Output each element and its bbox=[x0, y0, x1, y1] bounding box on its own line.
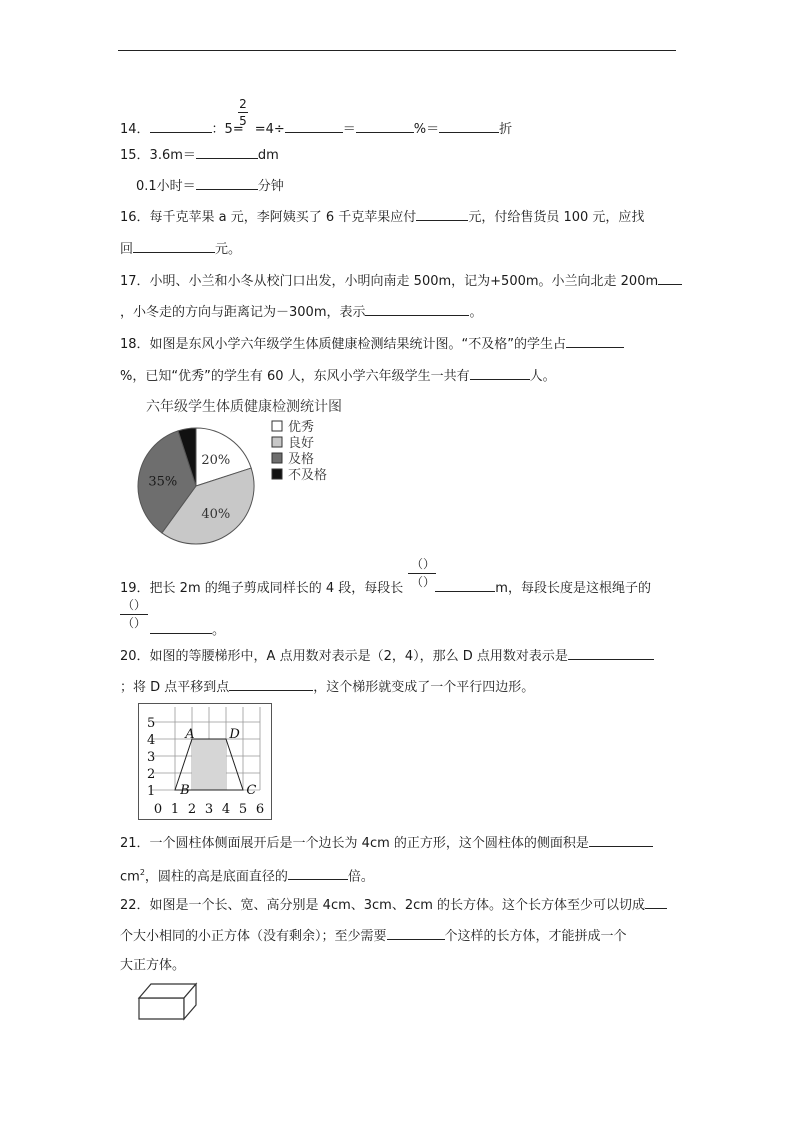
cuboid-figure bbox=[136, 980, 202, 1022]
x-tick-label: 1 bbox=[170, 802, 180, 817]
question-19-line-2: 。 bbox=[150, 620, 225, 640]
q14-blank-3[interactable] bbox=[356, 119, 414, 133]
legend-swatch-1 bbox=[272, 421, 282, 431]
header-rule bbox=[118, 50, 676, 51]
question-21-line-1: 21．一个圆柱体侧面展开后是一个边长为 4cm 的正方形，这个圆柱体的侧面积是 bbox=[120, 833, 653, 853]
legend-label-1: 优秀 bbox=[288, 420, 315, 435]
trapezoid-grid-figure bbox=[138, 703, 273, 821]
q18-blank-1[interactable] bbox=[566, 334, 624, 348]
q22-blank-2[interactable] bbox=[387, 926, 445, 940]
question-15-line-1: 15．3.6m＝ dm bbox=[120, 145, 279, 165]
q20-blank-1[interactable] bbox=[568, 646, 654, 660]
pie-slice-label-3: 35% bbox=[148, 474, 178, 490]
question-20-line-2: ；将 D 点平移到点 ，这个梯形就变成了一个平行四边形。 bbox=[120, 677, 534, 697]
q19-fraction-2-denominator: （） bbox=[121, 616, 146, 630]
q14-blank-2[interactable] bbox=[285, 119, 343, 133]
q14-fraction-bar bbox=[238, 112, 248, 113]
q14-blank-1[interactable] bbox=[150, 119, 212, 133]
y-tick-label: 4 bbox=[147, 733, 156, 748]
question-19-line-1: 19．把长 2m 的绳子剪成同样长的 4 段，每段长 m，每段长度是这根绳子的 bbox=[120, 578, 651, 598]
x-tick-label: 6 bbox=[255, 802, 265, 817]
point-label-c: C bbox=[246, 783, 257, 798]
question-18-line-2: %，已知“优秀”的学生有 60 人，东风小学六年级学生一共有 人。 bbox=[120, 366, 556, 386]
cuboid-front-face bbox=[139, 998, 184, 1019]
question-22-line-3: 大正方体。 bbox=[120, 958, 186, 973]
chart-title: 六年级学生体质健康检测统计图 bbox=[146, 399, 342, 415]
question-16-line-2: 回 元。 bbox=[120, 239, 241, 259]
x-tick-label: 3 bbox=[204, 802, 214, 817]
q14-fraction-numerator: 2 bbox=[239, 97, 247, 111]
question-21-line-2: $cm^2$，圆柱的高是底面直径的 倍。 bbox=[120, 868, 374, 885]
legend-label-4: 不及格 bbox=[288, 468, 328, 483]
q14-fraction-denominator: 5 bbox=[239, 114, 247, 128]
question-16-line-1: 16．每千克苹果 a 元，李阿姨买了 6 千克苹果应付 元，付给售货员 100 元，应找 bbox=[120, 207, 644, 227]
y-tick-label: 5 bbox=[147, 716, 156, 731]
q21-blank-2[interactable] bbox=[288, 866, 348, 880]
question-17-line-1: 17．小明、小兰和小冬从校门口出发，小明向南走 500m，记为+500m。小兰向北走 200m bbox=[120, 271, 682, 291]
point-label-d: D bbox=[229, 726, 240, 742]
q16-blank-1[interactable] bbox=[416, 207, 468, 221]
x-tick-label: 2 bbox=[187, 802, 197, 817]
question-14: 14． ：5= =4÷ ＝ %＝ 折 bbox=[120, 119, 512, 139]
q19-fraction-1-numerator: （） bbox=[410, 557, 435, 571]
x-tick-label: 0 bbox=[153, 802, 163, 817]
q19-fraction-1-denominator: （） bbox=[410, 575, 435, 589]
x-tick-label: 4 bbox=[221, 802, 231, 817]
question-17-line-2: ，小冬走的方向与距离记为－300m，表示 。 bbox=[120, 302, 483, 322]
q19-blank-2[interactable] bbox=[150, 620, 212, 634]
q19-fraction-1-bar bbox=[408, 573, 436, 574]
y-tick-label: 2 bbox=[147, 767, 156, 782]
q15-blank-1[interactable] bbox=[196, 145, 258, 159]
question-22-line-1: 22．如图是一个长、宽、高分别是 4cm、3cm、2cm 的长方体。这个长方体至少可以切成 bbox=[120, 895, 667, 915]
pie-chart bbox=[130, 394, 380, 550]
q14-blank-4[interactable] bbox=[439, 119, 499, 133]
point-label-a: A bbox=[185, 726, 195, 742]
legend-label-3: 及格 bbox=[288, 452, 315, 467]
pie-slice-label-2: 40% bbox=[201, 507, 231, 523]
x-tick-label: 5 bbox=[238, 802, 248, 817]
q17-blank-1[interactable] bbox=[658, 271, 682, 285]
pie-slice-label-1: 20% bbox=[201, 452, 231, 468]
question-18-line-1: 18．如图是东风小学六年级学生体质健康检测结果统计图。“不及格”的学生占 bbox=[120, 334, 624, 354]
q19-fraction-2-bar bbox=[120, 614, 148, 615]
legend-swatch-4 bbox=[272, 469, 282, 479]
q20-blank-2[interactable] bbox=[229, 677, 313, 691]
q21-blank-1[interactable] bbox=[589, 833, 653, 847]
q18-blank-2[interactable] bbox=[470, 366, 530, 380]
q19-blank-1[interactable] bbox=[435, 578, 495, 592]
trapezoid-shaded-area bbox=[192, 739, 226, 790]
legend-label-2: 良好 bbox=[288, 436, 315, 451]
question-22-line-2: 个大小相同的小正方体（没有剩余）；至少需要 个这样的长方体，才能拼成一个 bbox=[120, 926, 627, 946]
point-label-b: B bbox=[180, 783, 190, 798]
q17-blank-2[interactable] bbox=[365, 302, 469, 316]
y-tick-label: 3 bbox=[147, 750, 156, 765]
q16-blank-2[interactable] bbox=[133, 239, 215, 253]
q22-blank-1[interactable] bbox=[645, 895, 667, 909]
legend-swatch-2 bbox=[272, 437, 282, 447]
q15-blank-2[interactable] bbox=[196, 176, 258, 190]
y-tick-label: 1 bbox=[147, 784, 156, 799]
chart-legend bbox=[272, 419, 327, 483]
q19-fraction-2-numerator: （） bbox=[121, 598, 146, 612]
question-15-line-2: 0.1小时＝ 分钟 bbox=[136, 176, 284, 196]
question-20-line-1: 20．如图的等腰梯形中，A 点用数对表示是（2，4），那么 D 点用数对表示是 bbox=[120, 646, 654, 666]
legend-swatch-3 bbox=[272, 453, 282, 463]
